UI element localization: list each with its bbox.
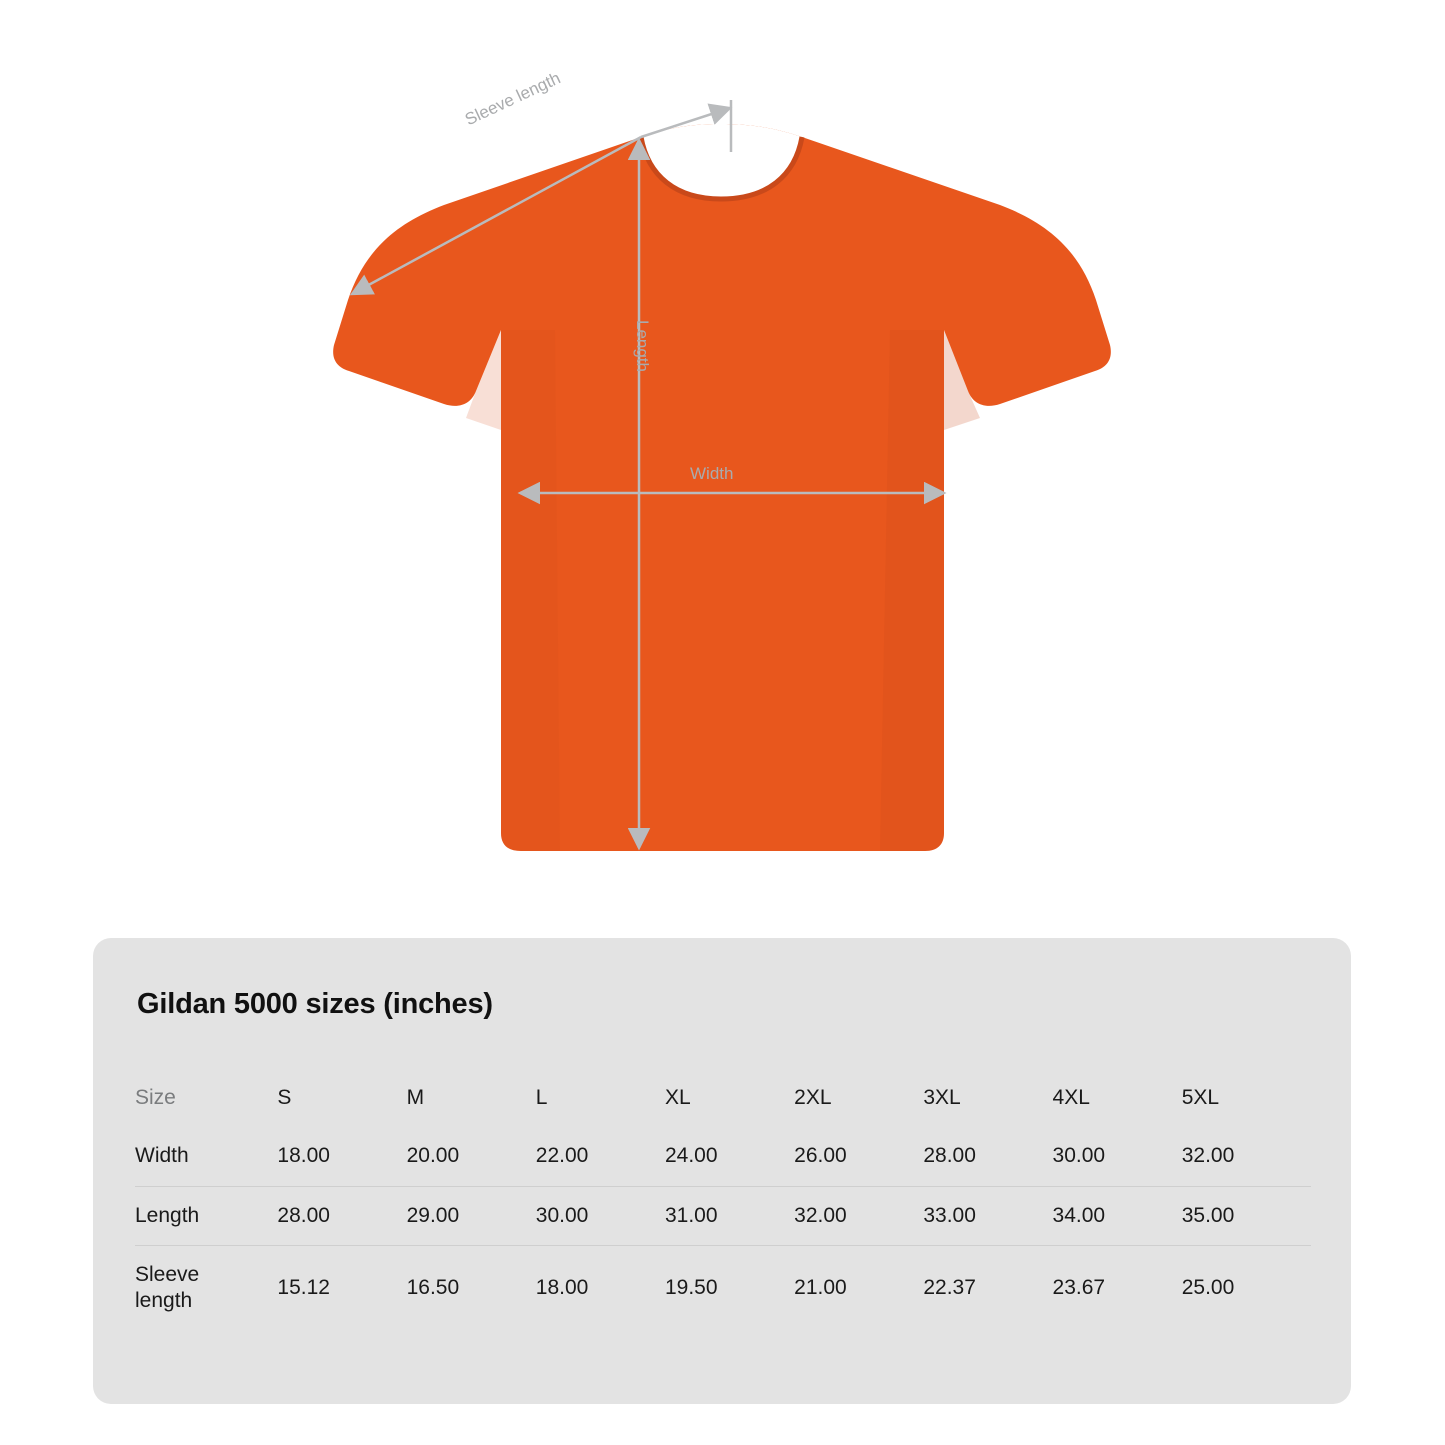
cell-sleeve-xl: 19.50 [664, 1276, 718, 1299]
cell-length-l: 30.00 [535, 1203, 589, 1227]
width-label: Width [690, 464, 734, 483]
cell-width-l: 22.00 [535, 1144, 589, 1168]
length-label: Length [633, 320, 652, 372]
size-chart-table [135, 1069, 1311, 1330]
table-row [135, 1127, 1311, 1186]
column-header-m: M [406, 1086, 425, 1110]
column-header-2xl: 2XL [794, 1086, 832, 1110]
cell-length-5xl: 35.00 [1181, 1203, 1235, 1227]
cell-sleeve-2xl: 21.00 [794, 1276, 847, 1299]
shirt-shape [333, 124, 1111, 851]
column-header-5xl: 5XL [1181, 1086, 1220, 1110]
size-chart-title: Gildan 5000 sizes (inches) [137, 988, 493, 1020]
cell-width-s: 18.00 [277, 1144, 330, 1168]
column-header-xl: XL [664, 1086, 691, 1110]
cell-length-s: 28.00 [277, 1203, 330, 1227]
row-header-length: Length [135, 1203, 200, 1227]
cell-length-4xl: 34.00 [1052, 1203, 1106, 1227]
column-header-4xl: 4XL [1052, 1086, 1090, 1110]
cell-width-4xl: 30.00 [1052, 1144, 1106, 1168]
cell-width-5xl: 32.00 [1181, 1144, 1235, 1168]
row-header-sleeve-length: Sleeve length [135, 1262, 200, 1312]
column-header-l: L [535, 1086, 548, 1110]
cell-sleeve-3xl: 22.37 [923, 1276, 976, 1299]
cell-width-m: 20.00 [406, 1144, 460, 1168]
cell-length-m: 29.00 [406, 1203, 460, 1227]
cell-width-3xl: 28.00 [923, 1144, 976, 1168]
cell-sleeve-m: 16.50 [406, 1276, 460, 1299]
table-row [135, 1186, 1311, 1245]
cell-sleeve-4xl: 23.67 [1052, 1276, 1106, 1299]
size-chart-card [93, 938, 1351, 1404]
cell-length-xl: 31.00 [664, 1203, 718, 1227]
cell-length-3xl: 33.00 [923, 1203, 976, 1227]
column-header-s: S [277, 1086, 292, 1110]
cell-sleeve-l: 18.00 [535, 1276, 589, 1299]
column-header-3xl: 3XL [923, 1086, 961, 1110]
cell-width-xl: 24.00 [664, 1144, 718, 1168]
cell-sleeve-5xl: 25.00 [1181, 1276, 1235, 1299]
row-header-width: Width [135, 1144, 189, 1168]
column-header-size: Size [135, 1086, 176, 1109]
table-header-row [135, 1069, 1311, 1127]
cell-length-2xl: 32.00 [794, 1203, 847, 1227]
table-row [135, 1245, 1311, 1330]
sleeve-length-label: Sleeve length [462, 68, 564, 130]
cell-width-2xl: 26.00 [794, 1144, 847, 1168]
cell-sleeve-s: 15.12 [277, 1276, 330, 1299]
